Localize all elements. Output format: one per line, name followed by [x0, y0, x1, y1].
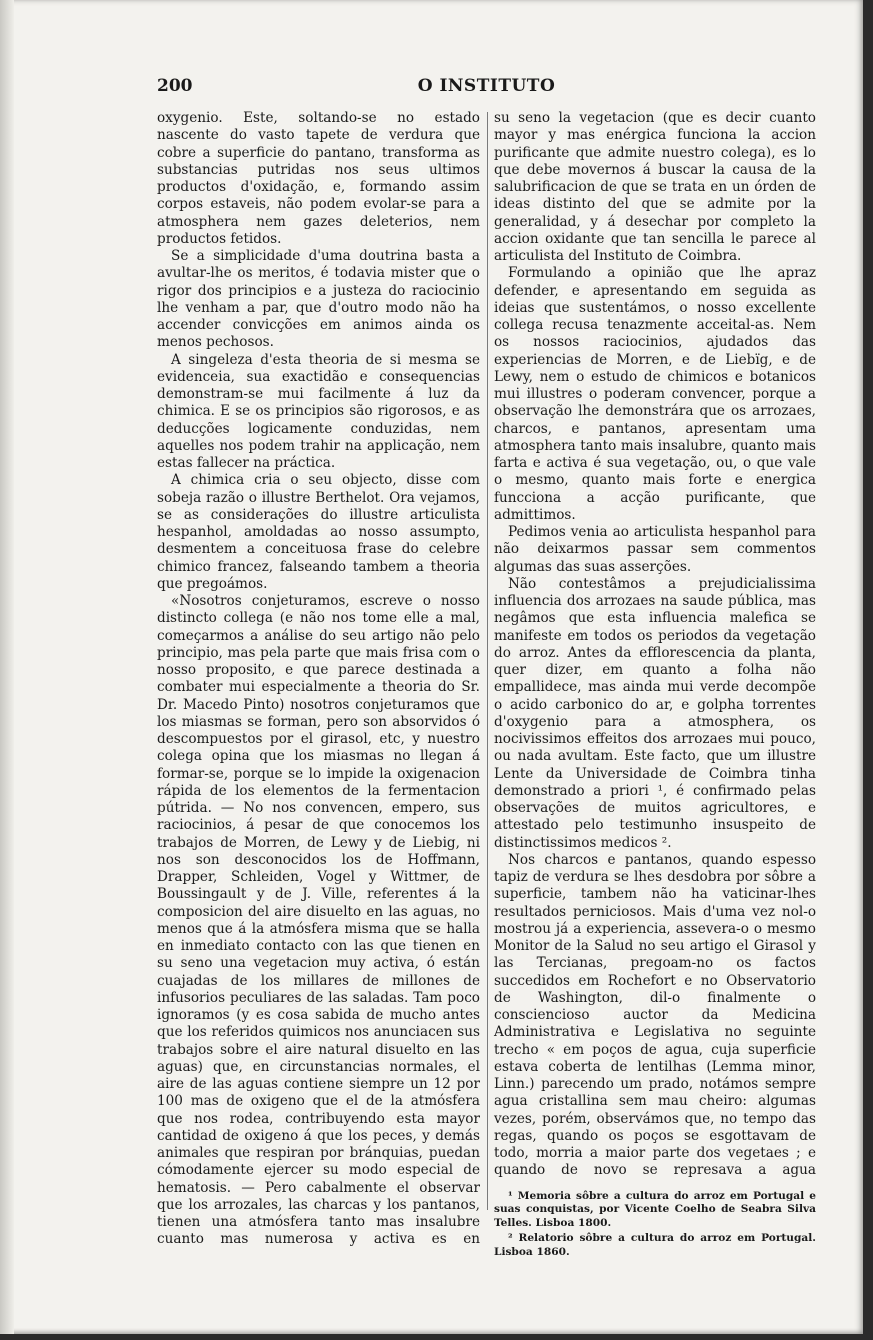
footnote: ² Relatorio sôbre a cultura do arroz em Portugal. Lisboa 1860.	[494, 1232, 816, 1258]
paragraph: su seno la vegetacion (que es decir cuanto mayor y mas enérgica funciona la accion purificante que admite nuestro colega), es lo que debe movernos á buscar la causa de la salubrificacion de que se trata en un órden de ideas distinto del que se admite por la generalidad, y á desechar por completo la accion oxidante que tan sencilla le parece al articulista del Instituto de Coimbra.	[494, 110, 816, 264]
page-header	[157, 76, 816, 96]
paragraph: Não contestâmos a prejudicialissima influencia dos arrozaes na saude pública, mas negâmos que esta influencia malefica se manifeste em todos os periodos da vegetação do arroz. Antes da efflorescencia da planta, quer dizer, em quanto a folha não empallidece, mas ainda mui verde decompõe o acido carbonico do ar, e golpha torrentes d'oxygenio para a atmosphera, os nocivissimos effeitos dos arrozaes mui pouco, ou nada avultam. Este facto, que um illustre Lente da Universidade de Coimbra tinha demonstrado a priori ¹, é confirmado pelas observações de muitos agricultores, e attestado pelo testimunho insuspeito de distinctissimos medicos ².	[494, 575, 816, 851]
running-head: O INSTITUTO	[417, 76, 556, 96]
paragraph: A chimica cria o seu objecto, disse com sobeja razão o illustre Berthelot. Ora vejamos, se as considerações do illustre articulista hespanhol, amoldadas ao nosso assumpto, desmentem a conceituosa frase do celebre chimico francez, falseando tambem a theoria que pregoámos.	[157, 472, 480, 592]
paragraph: Formulando a opinião que lhe apraz defender, e apresentando em seguida as ideias que sustentámos, o nosso excellente collega recusa tenazmente acceital-as. Nem os nossos raciocinios, ajudados das experiencias de Morren, e de Liebïg, e de Lewy, nem o estudo de chimicos e botanicos mui illustres o poderam convencer, porque a observação lhe demonstrára que os arrozaes, charcos, e pantanos, apresentam uma atmosphera tanto mais insalubre, quanto mais farta e activa é sua vegetação, ou, o que vale o mesmo, quanto mais forte e energica funcciona a acção purificante, que admittimos.	[494, 265, 816, 523]
paragraph: Pedimos venia ao articulista hespanhol para não deixarmos passar sem commentos algumas das suas asserções.	[494, 524, 816, 575]
paragraph: Nos charcos e pantanos, quando espesso tapiz de verdura se lhes desdobra por sôbre a superficie, tambem não ha vaticinar-lhes resultados perniciosos. Mais d'uma vez nol-o mostrou já a experiencia, assevera-o o mesmo Monitor de la Salud no seu artigo el Girasol y las Tercianas, pregoam-no os factos succedidos em Rochefort e no Observatorio de Washington, dil-o finalmente o consciencioso auctor da Medicina Administrativa e Legislativa no seguinte trecho « em poços de agua, cuja superficie estava coberta de lentilhas (Lemma minor, Linn.) parecendo um prado, notámos sempre agua cristallina sem mau cheiro: algumas vezes, porém, observámos que, no tempo das regas, quando os poços se esgottavam de todo, morria a maior parte dos vegetaes ; e quando de novo se represava a agua	[494, 851, 816, 1179]
paragraph: «Nosotros conjeturamos, escreve o nosso distincto collega (e não nos tome elle a mal, começarmos a análise do seu artigo não pelo principio, mas pela parte que mais frisa com o nosso proposito, e que parece destinada a combater mui especialmente a theoria do Sr. Dr. Macedo Pinto) nosotros conjeturamos que los miasmas se forman, pero son absorvidos ó descompuestos por el girasol, etc, y nuestro colega opina que los miasmas no llegan á formar-se, porque se lo impide la oxigenacion rápida de los elementos de la fermentacion pútrida. — No nos convencen, empero, sus raciocinios, á pesar de que conocemos los trabajos de Morren, de Lewy y de Liebig, ni nos son desconocidos los de Hoffmann, Drapper, Schleiden, Vogel y Wittmer, de Boussingault y de J. Ville, referentes á la composicion del aire disuelto en las aguas, no menos que á la atmósfera misma que se halla en inmediato contacto con las que tienen en su seno una vegetacion muy activa, ó están cuajadas de los millares de millones de infusorios peculiares de las saladas. Tam poco ignoramos (y es cosa sabida de mucho antes que los referidos quimicos nos anunciacen sus trabajos sobre el aire natural disuelto en las aguas) que, en circunstancias normales, el aire de las aguas contiene siempre un 12 por 100 mas de oxigeno que el de la atmósfera que nos rodea, contribuyendo esta mayor cantidad de oxigeno á que los peces, y demás animales que respiran por bránquias, puedan cómodamente ejercer su modo especial de hematosis. — Pero cabalmente el observar que los arrozales, las charcas y los pantanos, tienen una atmósfera tanto mas insalubre cuanto mas numerosa y activa es en	[157, 593, 480, 1248]
left-column	[157, 110, 480, 1248]
right-column	[494, 110, 816, 1258]
page-spine-shadow	[0, 0, 14, 1334]
footnote: ¹ Memoria sôbre a cultura do arroz em Portugal e suas conquistas, por Vicente Coelho de Seabra Silva Telles. Lisboa 1800.	[494, 1189, 816, 1229]
paragraph: oxygenio. Este, soltando-se no estado nascente do vasto tapete de verdura que cobre a superficie do pantano, transforma as substancias putridas nos seus ultimos productos d'oxidação, e, formando assim corpos estaveis, não podem evolar-se para a atmosphera nem gazes deleterios, nem productos fetidos.	[157, 110, 480, 247]
page-number: 200	[157, 76, 193, 96]
column-divider	[487, 112, 488, 1210]
paragraph: Se a simplicidade d'uma doutrina basta a avultar-lhe os meritos, é todavia mister que o rigor dos principios e a justeza do raciocinio lhe venham a par, que d'outro modo não ha accender convicções em animos ainda os menos pechosos.	[157, 248, 480, 351]
footnotes	[494, 1190, 816, 1260]
paragraph: A singeleza d'esta theoria de si mesma se evidenceia, sua exactidão e consequencias demonstram-se mui facilmente á luz da chimica. E se os principios são rigorosos, e as deducções logicamente conduzidas, nem aquelles nos podem trahir na applicação, nem estas fallecer na práctica.	[157, 351, 480, 471]
